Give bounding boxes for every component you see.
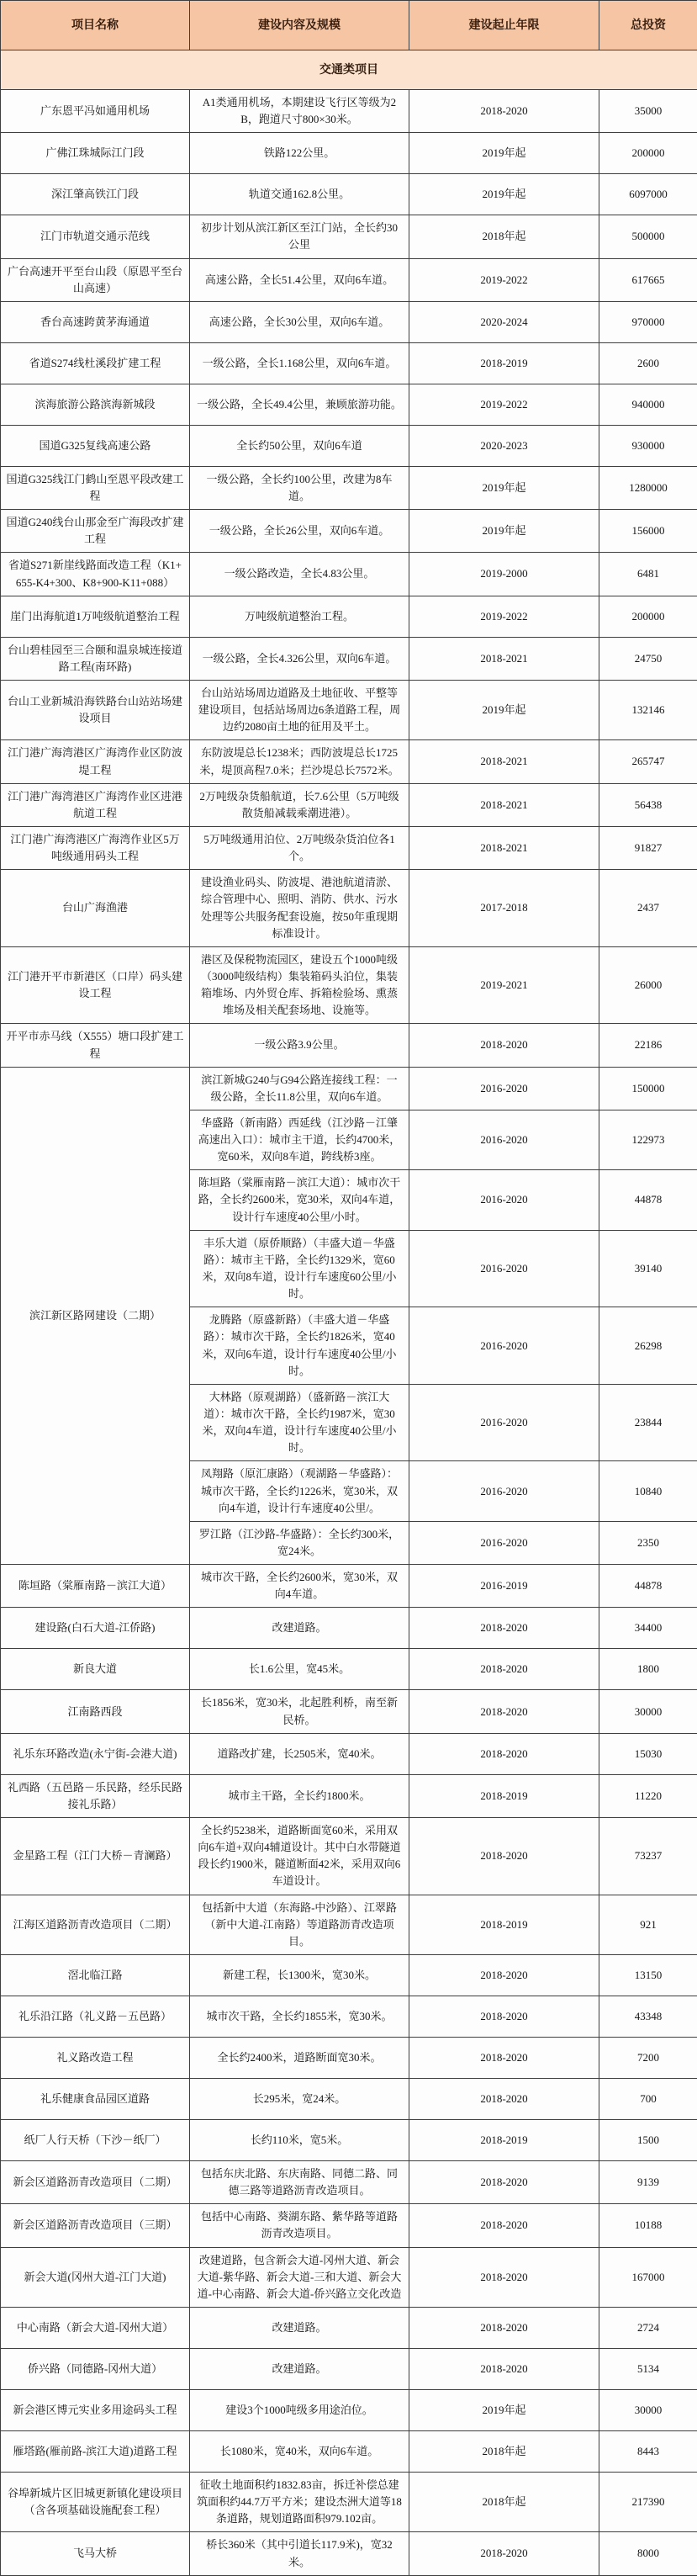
project-years: 2016-2020: [409, 1230, 599, 1307]
project-investment: 150000: [599, 1067, 697, 1110]
project-investment: 6481: [599, 553, 697, 596]
project-investment: 940000: [599, 384, 697, 425]
project-name: 滘北临江路: [1, 1954, 190, 1996]
project-content: 全长约5238米，道路断面宽60米，采用双向6车道+双向4辅道设计。其中白水带隧道段长约1900米，隧道断面42米，采用双向6车道设计。: [190, 1818, 409, 1895]
table-row: [1, 2307, 697, 2348]
project-years: 2016-2020: [409, 1384, 599, 1461]
project-years: 2018-2019: [409, 342, 599, 384]
project-investment: 9139: [599, 2160, 697, 2203]
table-row: [1, 466, 697, 509]
project-content: 一级公路，全长约100公里，改建为8车道。: [190, 466, 409, 509]
project-name: 国道G325线江门鹤山至恩平段改建工程: [1, 466, 190, 509]
project-name: 新良大道: [1, 1649, 190, 1690]
project-name: 国道G325复线高速公路: [1, 425, 190, 466]
project-content: 铁路122公里。: [190, 133, 409, 174]
project-content: 桥长360米（其中引道长117.9米)，宽32米。: [190, 2532, 409, 2575]
project-content: 长约110米，宽5米。: [190, 2119, 409, 2160]
table-row: [1, 2247, 697, 2307]
project-name: 飞马大桥: [1, 2532, 190, 2575]
project-years: 2018年起: [409, 215, 599, 258]
project-content: 全长约2400米，道路断面宽30米。: [190, 2037, 409, 2078]
project-investment: 34400: [599, 1608, 697, 1649]
project-years: 2019年起: [409, 510, 599, 553]
table-row: [1, 1818, 697, 1895]
project-name: 江门港广海湾港区广海湾作业区防波堤工程: [1, 740, 190, 783]
project-content: 高速公路，全长51.4公里，双向6车道。: [190, 258, 409, 301]
project-name: 江门市轨道交通示范线: [1, 215, 190, 258]
section-row: [1, 50, 697, 90]
project-years: 2019-2022: [409, 596, 599, 637]
project-investment: 500000: [599, 215, 697, 258]
project-name: 新会港区博元实业多用途码头工程: [1, 2389, 190, 2430]
project-content: 一级公路，全长49.4公里，兼顾旅游功能。: [190, 384, 409, 425]
table-row: [1, 1733, 697, 1774]
table-row: [1, 2532, 697, 2575]
section-title: 交通类项目: [1, 50, 697, 90]
table-row: [1, 2204, 697, 2247]
project-years: 2018-2020: [409, 1996, 599, 2037]
col-header-years: 建设起止年限: [409, 1, 599, 50]
project-name: 江南路西段: [1, 1690, 190, 1733]
project-content: 长1.6公里，宽45米。: [190, 1649, 409, 1690]
project-years: 2019年起: [409, 680, 599, 739]
table-row: [1, 870, 697, 947]
project-investment: 2437: [599, 870, 697, 947]
project-investment: 122973: [599, 1110, 697, 1169]
project-years: 2018-2020: [409, 2078, 599, 2119]
project-investment: 200000: [599, 596, 697, 637]
project-content: 改建道路。: [190, 2307, 409, 2348]
project-investment: 930000: [599, 425, 697, 466]
project-investment: 22186: [599, 1024, 697, 1067]
project-years: 2019年起: [409, 466, 599, 509]
project-content: 台山站站场周边道路及土地征收、平整等建设项目，包括站场周边6条道路工程，周边约2080亩土地的征用及平土。: [190, 680, 409, 739]
project-years: 2018-2020: [409, 2160, 599, 2203]
project-years: 2018-2020: [409, 1608, 599, 1649]
project-name: 省道S271新崖线路面改造工程（K1+655-K4+300、K8+900-K11+088）: [1, 553, 190, 596]
project-investment: 10188: [599, 2204, 697, 2247]
table-row: [1, 215, 697, 258]
project-years: 2018-2020: [409, 2348, 599, 2389]
project-investment: 167000: [599, 2247, 697, 2307]
project-years: 2016-2020: [409, 1170, 599, 1230]
project-content: 一级公路，全长4.326公里，双向6车道。: [190, 637, 409, 680]
project-years: 2017-2018: [409, 870, 599, 947]
table-row: [1, 510, 697, 553]
project-content: 包括中心南路、葵湖东路、紫华路等道路沥青改造项目。: [190, 2204, 409, 2247]
project-years: 2019年起: [409, 174, 599, 215]
project-content: 一级公路，全长26公里，双向6车道。: [190, 510, 409, 553]
project-investment: 8443: [599, 2430, 697, 2472]
project-years: 2019-2021: [409, 946, 599, 1024]
table-row: [1, 1774, 697, 1817]
project-name: 滨海旅游公路滨海新城段: [1, 384, 190, 425]
project-content: 城市次干路，全长约2600米，宽30米，双向4车道。: [190, 1565, 409, 1608]
project-investment: 6097000: [599, 174, 697, 215]
project-name: 纸厂人行天桥（下沙－纸厂）: [1, 2119, 190, 2160]
project-investment: 921: [599, 1895, 697, 1954]
project-name: 江海区道路沥青改造项目（二期）: [1, 1895, 190, 1954]
project-content: 全长约50公里，双向6车道: [190, 425, 409, 466]
table-row: [1, 2472, 697, 2531]
project-years: 2018-2020: [409, 2307, 599, 2348]
project-name: 陈垣路（棠雁南路－滨江大道）: [1, 1565, 190, 1608]
project-years: 2018-2021: [409, 826, 599, 869]
project-years: 2018-2020: [409, 1954, 599, 1996]
project-name: 开平市赤马线（X555）塘口段扩建工程: [1, 1024, 190, 1067]
project-name: 江门港开平市新港区（口岸）码头建设工程: [1, 946, 190, 1024]
project-content: 改建道路。: [190, 1608, 409, 1649]
project-investment: 30000: [599, 1690, 697, 1733]
table-row: [1, 946, 697, 1024]
project-name: 台山碧桂园至三合颐和温泉城连接道路工程(南环路): [1, 637, 190, 680]
project-years: 2019-2000: [409, 553, 599, 596]
table-row: [1, 2430, 697, 2472]
project-investment: 56438: [599, 783, 697, 826]
project-investment: 265747: [599, 740, 697, 783]
project-years: 2018-2020: [409, 1649, 599, 1690]
project-investment: 35000: [599, 90, 697, 133]
project-investment: 2724: [599, 2307, 697, 2348]
project-years: 2016-2020: [409, 1067, 599, 1110]
project-name: 礼西路（五邑路－乐民路，经乐民路接礼乐路）: [1, 1774, 190, 1817]
project-years: 2018年起: [409, 2472, 599, 2531]
project-years: 2019-2022: [409, 258, 599, 301]
project-content: 2万吨级杂货船航道，长7.6公里（5万吨级散货船减载乘潮进港）。: [190, 783, 409, 826]
project-investment: 30000: [599, 2389, 697, 2430]
project-content: 一级公路，全长1.168公里，双向6车道。: [190, 342, 409, 384]
table-row: [1, 1895, 697, 1954]
project-name: 中心南路（新会大道-冈州大道）: [1, 2307, 190, 2348]
project-years: 2018-2020: [409, 2532, 599, 2575]
project-investment: 2350: [599, 1521, 697, 1564]
project-investment: 1280000: [599, 466, 697, 509]
project-name: 礼乐健康食品园区道路: [1, 2078, 190, 2119]
project-content: 万吨级航道整治工程。: [190, 596, 409, 637]
project-investment: 13150: [599, 1954, 697, 1996]
table-row: [1, 1649, 697, 1690]
table-row: [1, 1954, 697, 1996]
project-name: 礼乐沿江路（礼义路－五邑路）: [1, 1996, 190, 2037]
table-row: [1, 133, 697, 174]
table-row: [1, 596, 697, 637]
project-content: 征收土地面积约1832.83亩，拆迁补偿总建筑面积约44.7万平方米；建设杰洲大道等18条道路，规划道路面积979.102亩。: [190, 2472, 409, 2531]
project-investment: 5134: [599, 2348, 697, 2389]
table-row: [1, 1996, 697, 2037]
project-years: 2018-2021: [409, 740, 599, 783]
project-years: 2016-2020: [409, 1307, 599, 1385]
project-content: 轨道交通162.8公里。: [190, 174, 409, 215]
project-group-name: 滨江新区路网建设（二期）: [1, 1067, 190, 1565]
project-name: 国道G240线台山那金至广海段改扩建工程: [1, 510, 190, 553]
project-name: 雁塔路(雁前路-滨江大道)道路工程: [1, 2430, 190, 2472]
project-name: 江门港广海湾港区广海湾作业区5万吨级通用码头工程: [1, 826, 190, 869]
project-content: 长1080米，宽40米，双向6车道。: [190, 2430, 409, 2472]
project-name: 侨兴路（同德路-冈州大道）: [1, 2348, 190, 2389]
project-content: 大林路（原观湖路）（盛新路－滨江大道）：城市次干路，全长约1987米，宽30米，双向4车道，设计行车速度40公里/小时。: [190, 1384, 409, 1461]
project-content: 初步计划从滨江新区至江门站，全长约30公里: [190, 215, 409, 258]
table-row: [1, 301, 697, 342]
project-content: 龙腾路（原盛新路）（丰盛大道－华盛路）：城市次干路，全长约1826米，宽40米，双向6车道，设计行车速度40公里/小时。: [190, 1307, 409, 1385]
project-name: 新会区道路沥青改造项目（三期）: [1, 2204, 190, 2247]
project-investment: 156000: [599, 510, 697, 553]
project-investment: 10840: [599, 1461, 697, 1521]
col-header-investment: 总投资: [599, 1, 697, 50]
project-years: 2019年起: [409, 2389, 599, 2430]
project-content: 华盛路（新南路）西延线（江沙路－江肇高速出入口）：城市主干道，长约4700米，宽60米，双向8车道，跨线桥3座。: [190, 1110, 409, 1169]
col-header-content-scale: 建设内容及规模: [190, 1, 409, 50]
project-name: 新会大道(冈州大道-江门大道): [1, 2247, 190, 2307]
project-investment: 39140: [599, 1230, 697, 1307]
project-content: 一级公路改造，全长4.83公里。: [190, 553, 409, 596]
table-row: [1, 2389, 697, 2430]
project-name: 省道S274线杜溪段扩建工程: [1, 342, 190, 384]
project-investment: 7200: [599, 2037, 697, 2078]
project-content: 包括东庆北路、东庆南路、同德二路、同德三路等道路沥青改造项目。: [190, 2160, 409, 2203]
project-name: 广佛江珠城际江门段: [1, 133, 190, 174]
project-investment: 44878: [599, 1170, 697, 1230]
project-content: 滨江新城G240与G94公路连接线工程：一级公路，全长11.8公里，双向6车道。: [190, 1067, 409, 1110]
col-header-project-name: 项目名称: [1, 1, 190, 50]
project-investment: 700: [599, 2078, 697, 2119]
project-investment: 217390: [599, 2472, 697, 2531]
project-investment: 8000: [599, 2532, 697, 2575]
project-investment: 91827: [599, 826, 697, 869]
project-name: 香台高速跨黄茅海通道: [1, 301, 190, 342]
project-content: 道路改扩建，长2505米，宽40米。: [190, 1733, 409, 1774]
project-investment: 200000: [599, 133, 697, 174]
project-investment: 970000: [599, 301, 697, 342]
project-name: 广东恩平冯如通用机场: [1, 90, 190, 133]
table-row: [1, 637, 697, 680]
project-investment: 11220: [599, 1774, 697, 1817]
table-row: [1, 2037, 697, 2078]
project-investment: 26298: [599, 1307, 697, 1385]
project-years: 2020-2023: [409, 425, 599, 466]
project-years: 2016-2020: [409, 1110, 599, 1169]
project-years: 2018-2019: [409, 1774, 599, 1817]
table-row: [1, 425, 697, 466]
table-row: [1, 783, 697, 826]
project-investment: 26000: [599, 946, 697, 1024]
table-row: [1, 553, 697, 596]
project-content: 罗江路（江沙路-华盛路）：全长约300米，宽24米。: [190, 1521, 409, 1564]
project-content: 长295米，宽24米。: [190, 2078, 409, 2119]
project-name: 台山工业新城沿海铁路台山站站场建设项目: [1, 680, 190, 739]
project-content: 改建道路，包含新会大道-冈州大道、新会大道-紫华路、新会大道-三和大道、新会大道-中心南路、新会大道-侨兴路立交化改造: [190, 2247, 409, 2307]
project-name: 金星路工程（江门大桥－青澜路）: [1, 1818, 190, 1895]
table-row: [1, 342, 697, 384]
table-row: [1, 680, 697, 739]
table-body: [1, 50, 697, 2576]
project-years: 2018-2020: [409, 1690, 599, 1733]
project-years: 2018-2021: [409, 637, 599, 680]
project-years: 2018-2021: [409, 783, 599, 826]
table-row: [1, 1024, 697, 1067]
table-row: [1, 2119, 697, 2160]
project-years: 2018-2020: [409, 1024, 599, 1067]
project-investment: 44878: [599, 1565, 697, 1608]
project-name: 广台高速开平至台山段（原恩平至台山高速）: [1, 258, 190, 301]
project-name: 礼乐东环路改造(永宁街-会港大道): [1, 1733, 190, 1774]
project-investment: 73237: [599, 1818, 697, 1895]
table-row: [1, 258, 697, 301]
project-content: 一级公路3.9公里。: [190, 1024, 409, 1067]
project-years: 2020-2024: [409, 301, 599, 342]
project-years: 2018-2020: [409, 2037, 599, 2078]
project-content: 港区及保税物流园区，建设五个1000吨级（3000吨级结构）集装箱码头泊位，集装箱堆场、内外贸仓库、拆箱检验场、熏蒸堆场及相关配套场地、设施等。: [190, 946, 409, 1024]
table-row: [1, 1565, 697, 1608]
project-content: 丰乐大道（原侨顺路）（丰盛大道－华盛路）：城市主干路，全长约1329米，宽60米，双向8车道，设计行车速度60公里/小时。: [190, 1230, 409, 1307]
project-years: 2018-2020: [409, 1818, 599, 1895]
project-name: 谷埠新城片区旧城更新镇化建设项目（含各项基础设施配套工程）: [1, 2472, 190, 2531]
table-row: [1, 2348, 697, 2389]
project-years: 2016-2019: [409, 1565, 599, 1608]
project-content: 城市主干路，全长约1800米。: [190, 1774, 409, 1817]
project-investment: 1800: [599, 1649, 697, 1690]
project-content: 东防波堤总长1238米；西防波堤总长1725米，堤顶高程7.0米；拦沙堤总长7572米。: [190, 740, 409, 783]
project-name: 新会区道路沥青改造项目（二期）: [1, 2160, 190, 2203]
project-content: A1类通用机场，本期建设飞行区等级为2B，跑道尺寸800×30米。: [190, 90, 409, 133]
table-row: [1, 384, 697, 425]
table-row: [1, 90, 697, 133]
header-row: [1, 1, 697, 50]
project-content: 长1856米，宽30米，北起胜利桥，南至新民桥。: [190, 1690, 409, 1733]
project-investment: 43348: [599, 1996, 697, 2037]
project-years: 2018-2020: [409, 2247, 599, 2307]
project-content: 新建工程，长1300米，宽30米。: [190, 1954, 409, 1996]
project-years: 2018-2020: [409, 1733, 599, 1774]
project-content: 包括新中大道（东海路-中沙路）、江翠路（新中大道-江南路）等道路沥青改造项目。: [190, 1895, 409, 1954]
project-years: 2018-2020: [409, 2204, 599, 2247]
project-investment: 1500: [599, 2119, 697, 2160]
table-row: [1, 1690, 697, 1733]
project-content: 改建道路。: [190, 2348, 409, 2389]
project-name: 台山广海渔港: [1, 870, 190, 947]
project-investment: 24750: [599, 637, 697, 680]
table-row: [1, 2160, 697, 2203]
project-years: 2019年起: [409, 133, 599, 174]
project-investment: 23844: [599, 1384, 697, 1461]
project-content: 建设渔业码头、防波堤、港池航道清淤、综合管理中心、照明、消防、供水、污水处理等公共服务配套设施，按50年重现期标准设计。: [190, 870, 409, 947]
project-years: 2018-2020: [409, 90, 599, 133]
project-content: 城市次干路，全长约1855米，宽30米。: [190, 1996, 409, 2037]
project-years: 2018-2019: [409, 2119, 599, 2160]
project-years: 2019-2022: [409, 384, 599, 425]
project-investment: 15030: [599, 1733, 697, 1774]
project-name: 深江肇高铁江门段: [1, 174, 190, 215]
project-name: 建设路(白石大道-江侨路): [1, 1608, 190, 1649]
project-years: 2018-2019: [409, 1895, 599, 1954]
table-row: [1, 826, 697, 869]
project-content: 凤翔路（原汇康路）（观湖路－华盛路）：城市次干路，全长约1226米，宽30米，双向4车道，设计行车速度40公里/。: [190, 1461, 409, 1521]
project-name: 江门港广海湾港区广海湾作业区进港航道工程: [1, 783, 190, 826]
project-years: 2016-2020: [409, 1461, 599, 1521]
table-row: [1, 174, 697, 215]
project-investment: 617665: [599, 258, 697, 301]
project-content: 高速公路，全长30公里，双向6车道。: [190, 301, 409, 342]
project-investment: 132146: [599, 680, 697, 739]
project-name: 礼义路改造工程: [1, 2037, 190, 2078]
project-investment: 2600: [599, 342, 697, 384]
table-row: [1, 2078, 697, 2119]
project-years: 2016-2020: [409, 1521, 599, 1564]
table-row: [1, 1067, 697, 1110]
table-row: [1, 1608, 697, 1649]
project-name: 崖门出海航道1万吨级航道整治工程: [1, 596, 190, 637]
table-row: [1, 740, 697, 783]
project-years: 2018年起: [409, 2430, 599, 2472]
project-content: 5万吨级通用泊位、2万吨级杂货泊位各1个。: [190, 826, 409, 869]
project-content: 建设3个1000吨级多用途泊位。: [190, 2389, 409, 2430]
project-content: 陈垣路（棠雁南路－滨江大道）：城市次干路，全长约2600米，宽30米，双向4车道，设计行车速度40公里/小时。: [190, 1170, 409, 1230]
